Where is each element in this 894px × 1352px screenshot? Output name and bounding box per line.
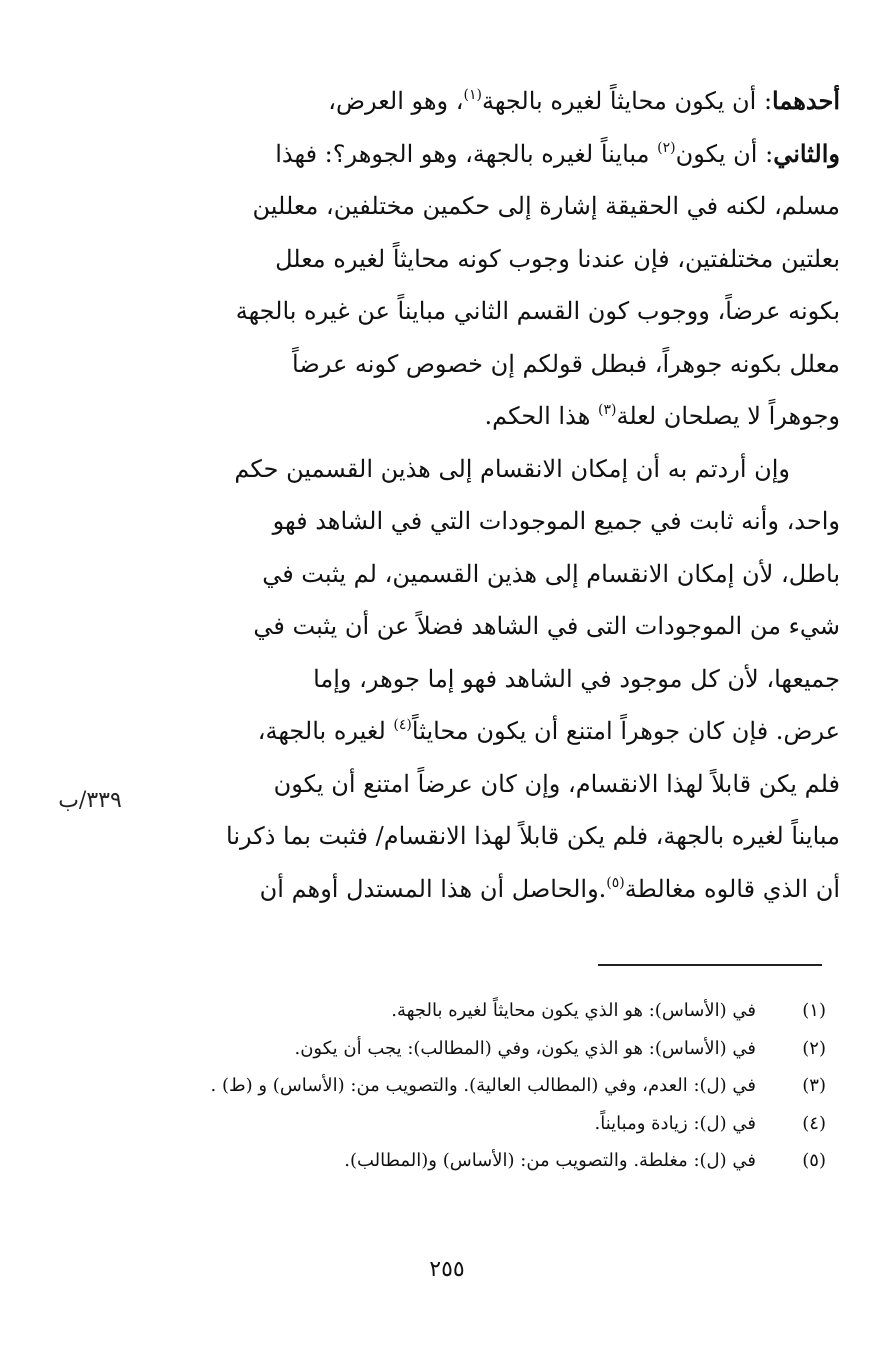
footnote-number: (١) — [802, 1000, 826, 1021]
text-line: مبايناً لغيره بالجهة، فلم يكن قابلاً لهذا الانقسام/ فثبت بما ذكرنا — [226, 822, 840, 850]
footnote-ref[interactable]: (٢) — [657, 139, 676, 156]
footnote-divider — [598, 964, 822, 966]
text-line — [160, 390, 840, 443]
text-line: باطل، لأن إمكان الانقسام إلى هذين القسمين، لم يثبت في — [262, 559, 840, 588]
footnote-ref[interactable]: (٥) — [606, 874, 625, 891]
text-line — [160, 128, 840, 181]
footnote-number: (٣) — [802, 1075, 826, 1096]
text-segment: هذا الحكم. — [484, 402, 598, 430]
text-line: شيء من الموجودات التى في الشاهد فضلاً عن أن يثبت في — [253, 612, 840, 640]
text-segment: أن الذي قالوه مغالطة — [624, 874, 840, 903]
text-line: بكونه عرضاً، ووجوب كون القسم الثاني مبايناً عن غيره بالجهة — [235, 297, 840, 325]
text-segment: ، وهو العرض، — [328, 87, 464, 115]
term-first: أحدهما — [772, 86, 840, 115]
text-line: مسلم، لكنه في الحقيقة إشارة إلى حكمين مختلفين، معللين — [252, 192, 840, 220]
footnote-item — [160, 1030, 826, 1068]
text-segment: لغيره بالجهة، — [257, 717, 394, 745]
text-segment: .والحاصل أن هذا المستدل أوهم أن — [259, 874, 607, 903]
term-second: والثاني — [773, 138, 840, 168]
text-line — [160, 863, 840, 916]
text-line: معلل بكونه جوهراً، فبطل قولكم إن خصوص كونه عرضاً — [292, 349, 840, 378]
text-segment: : أن يكون محايثاً لغيره بالجهة — [481, 87, 773, 115]
manuscript-folio-note: ٣٣٩/ب — [58, 788, 122, 813]
footnote-ref[interactable]: (٣) — [597, 402, 617, 418]
main-text — [160, 75, 840, 915]
footnotes-section — [160, 992, 826, 1180]
text-segment: عرض. فإن كان جوهراً امتنع أن يكون محايثاً — [411, 717, 840, 745]
text-segment: وجوهراً لا يصلحان لعلة — [616, 402, 840, 430]
footnote-ref[interactable]: (٤) — [393, 717, 412, 733]
footnote-number: (٢) — [802, 1037, 826, 1059]
footnote-text: في (الأساس): هو الذي يكون، وفي (المطالب): يجب أن يكون. — [294, 1037, 756, 1059]
footnote-item — [160, 992, 826, 1030]
footnote-text: في (الأساس): هو الذي يكون محايثاً لغيره بالجهة. — [391, 1000, 756, 1021]
footnote-number: (٥) — [802, 1150, 826, 1171]
text-segment: مبايناً لغيره بالجهة، وهو الجوهر؟: فهذا — [275, 139, 658, 168]
text-line: جميعها، لأن كل موجود في الشاهد فهو إما جوهر، وإما — [313, 664, 840, 693]
text-line — [160, 705, 840, 758]
text-line: واحد، وأنه ثابت في جميع الموجودات التي في الشاهد فهو — [272, 507, 840, 535]
footnote-number: (٤) — [802, 1112, 826, 1134]
footnote-text: في (ل): العدم، وفي (المطالب العالية). والتصويب من: (الأساس) و (ط) . — [210, 1075, 756, 1096]
footnote-item — [160, 1142, 826, 1180]
text-line: بعلتين مختلفتين، فإن عندنا وجوب كونه محايثاً لغيره معلل — [275, 244, 840, 273]
footnote-text: في (ل): زيادة ومبايناً. — [594, 1112, 756, 1134]
page-number: ٢٥٥ — [429, 1257, 465, 1282]
footnote-item — [160, 1105, 826, 1143]
footnote-item — [160, 1067, 826, 1105]
footnote-ref[interactable]: (١) — [463, 87, 482, 103]
text-line — [160, 75, 840, 128]
text-line: فلم يكن قابلاً لهذا الانقسام، وإن كان عرضاً امتنع أن يكون — [273, 769, 840, 798]
text-segment: : أن يكون — [675, 139, 774, 168]
footnote-text: في (ل): مغلطة. والتصويب من: (الأساس) و(المطالب). — [344, 1150, 756, 1171]
text-line: وإن أردتم به أن إمكان الانقسام إلى هذين القسمين حكم — [234, 454, 790, 483]
